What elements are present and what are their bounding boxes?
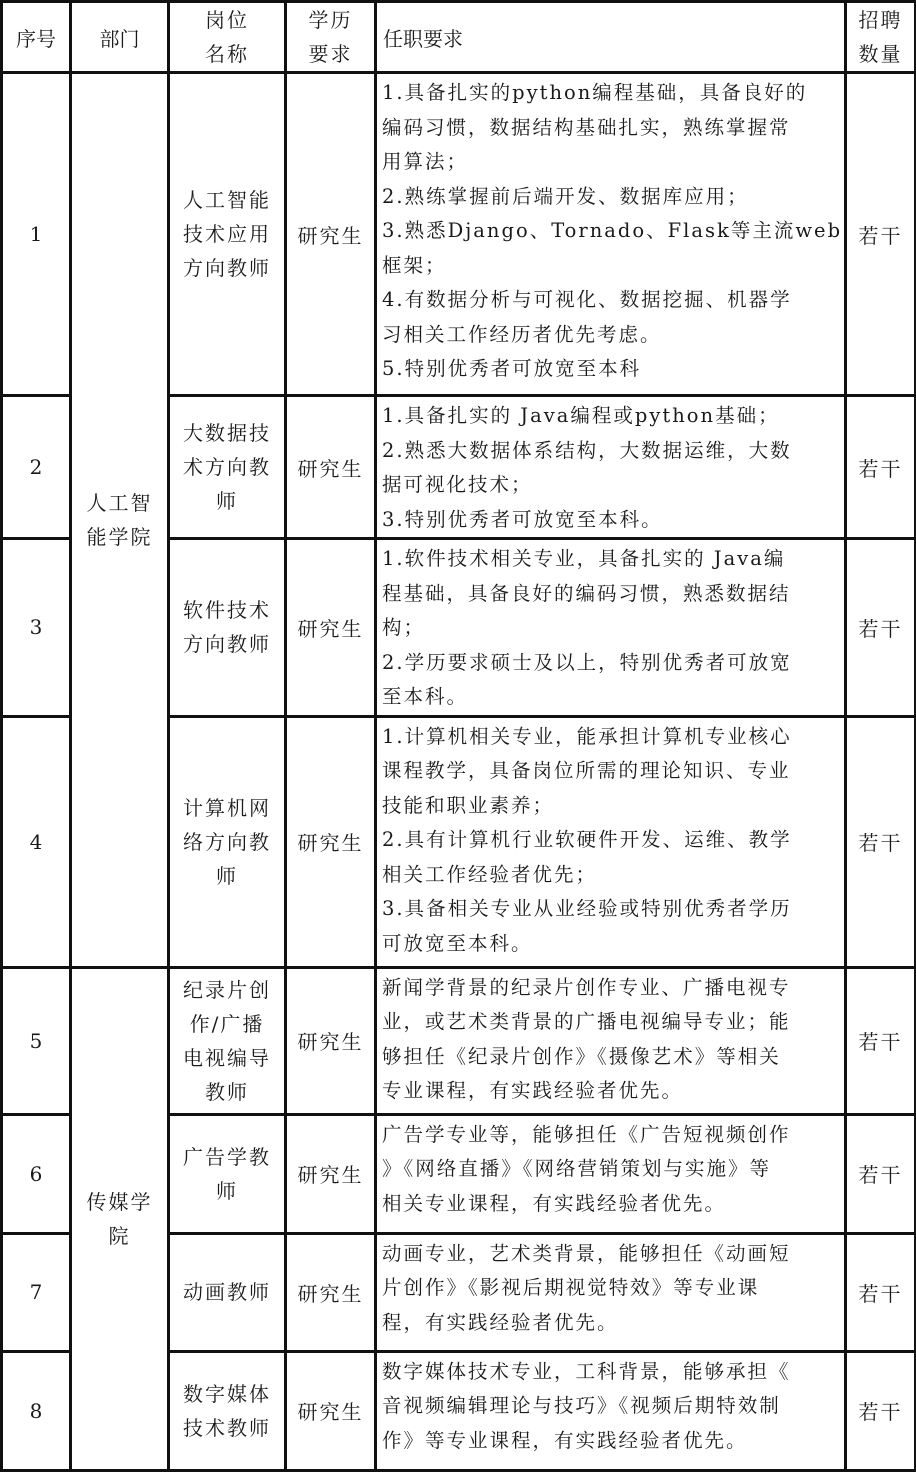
- header-count: [846, 2, 916, 73]
- row-seq: 5: [2, 967, 71, 1114]
- header-requirements: 任职要求: [376, 2, 846, 73]
- requirement-line: 数字媒体技术专业，工科背景，能够承担《: [382, 1359, 791, 1383]
- position-name: [169, 539, 286, 717]
- requirement-line: 程基础，具备良好的编码习惯，熟悉数据结: [382, 581, 791, 605]
- education-requirement: 研究生: [286, 396, 376, 539]
- row-seq: 1: [2, 73, 71, 396]
- position-name-line: 教师: [205, 1079, 249, 1104]
- job-requirements: [376, 716, 846, 967]
- hiring-count: 若干: [846, 967, 916, 1114]
- position-name-line: 作/广播: [189, 1011, 265, 1036]
- education-requirement: 研究生: [286, 73, 376, 396]
- requirement-line: 够担任《纪录片创作》《摄像艺术》等相关: [382, 1044, 781, 1068]
- hiring-count: 若干: [846, 1351, 916, 1470]
- position-name: [169, 396, 286, 539]
- requirement-line: 至本科。: [382, 685, 469, 708]
- header-education-line: 要求: [308, 42, 353, 66]
- position-name-line: 方向教师: [183, 256, 271, 280]
- requirement-line: 框架；: [382, 253, 447, 277]
- requirement-line: 2.具有计算机行业软硬件开发、运维、教学: [382, 828, 792, 851]
- row-seq: 3: [2, 539, 71, 717]
- hiring-count: 若干: [846, 539, 916, 717]
- position-name: [169, 716, 286, 967]
- requirement-line: 编码习惯，数据结构基础扎实，熟练掌握常: [382, 115, 791, 139]
- requirement-line: 动画专业，艺术类背景，能够担任《动画短: [382, 1241, 791, 1265]
- education-requirement: 研究生: [286, 1233, 376, 1351]
- requirement-line: 片创作》《影视后期视觉特效》等专业课: [382, 1276, 760, 1299]
- table-row: [2, 967, 916, 1114]
- requirement-line: 5.特别优秀者可放宽至本科: [382, 357, 642, 380]
- position-name-line: 纪录片创: [183, 977, 271, 1002]
- position-name-line: 数字媒体: [183, 1381, 271, 1406]
- job-requirements: [376, 967, 846, 1114]
- position-name-line: 广告学教: [183, 1144, 271, 1169]
- requirement-line: 习相关工作经历者优先考虑。: [382, 322, 662, 346]
- education-requirement: 研究生: [286, 1114, 376, 1233]
- requirement-line: 广告学专业等，能够担任《广告短视频创作: [382, 1122, 791, 1146]
- header-position-line: 名称: [205, 42, 249, 66]
- requirement-line: 技能和职业素养；: [382, 793, 555, 817]
- row-seq: 7: [2, 1233, 71, 1351]
- position-name-line: 大数据技: [183, 421, 271, 445]
- requirement-line: 音视频编辑理论与技巧》《视频后期特效制: [382, 1394, 781, 1417]
- position-name-line: 师: [216, 1178, 238, 1203]
- header-education-line: 学历: [308, 8, 353, 32]
- hiring-count: 若干: [846, 1233, 916, 1351]
- position-name-line: 师: [216, 863, 238, 888]
- position-name-line: 人工智能: [183, 188, 271, 212]
- requirement-line: 程，有实践经验者优先。: [382, 1310, 619, 1334]
- row-seq: 8: [2, 1351, 71, 1470]
- education-requirement: 研究生: [286, 1351, 376, 1470]
- position-name-line: 软件技术: [183, 598, 271, 623]
- row-seq: 2: [2, 396, 71, 539]
- requirement-line: 1.具备扎实的python编程基础，具备良好的: [382, 81, 808, 104]
- header-count-line: 招聘: [858, 8, 903, 32]
- job-requirements: [376, 539, 846, 717]
- table-row: [2, 73, 916, 396]
- requirement-line: 2.熟练掌握前后端开发、数据库应用；: [382, 184, 749, 208]
- position-name-line: 络方向教: [183, 829, 271, 854]
- header-dept: 部门: [71, 2, 169, 73]
- department-name-line: 能学院: [86, 524, 153, 549]
- position-name-line: 技术教师: [183, 1415, 271, 1440]
- hiring-count: 若干: [846, 73, 916, 396]
- position-name: [169, 967, 286, 1114]
- requirement-line: 1.计算机相关专业，能承担计算机专业核心: [382, 724, 792, 748]
- requirement-line: 构；: [382, 616, 426, 639]
- header-education: [286, 2, 376, 73]
- requirement-line: 业，或艺术类背景的广播电视编导专业；能: [382, 1010, 791, 1033]
- position-name-line: 方向教师: [183, 632, 271, 657]
- position-name: [169, 1114, 286, 1233]
- job-requirements: [376, 1233, 846, 1351]
- hiring-count: 若干: [846, 716, 916, 967]
- requirement-line: 相关专业课程，有实践经验者优先。: [382, 1191, 727, 1215]
- position-name: [169, 73, 286, 396]
- requirement-line: 1.具备扎实的 Java编程或python基础；: [382, 404, 780, 427]
- requirement-line: 3.熟悉Django、Tornado、Flask等主流web: [382, 219, 843, 242]
- requirement-line: 3.特别优秀者可放宽至本科。: [382, 507, 663, 531]
- requirement-line: 》《网络直播》《网络营销策划与实施》等: [382, 1157, 772, 1180]
- header-seq: 序号: [2, 2, 71, 73]
- header-position: [169, 2, 286, 73]
- department-cell: [71, 73, 169, 968]
- header-position-line: 岗位: [205, 8, 249, 32]
- position-name: [169, 1233, 286, 1351]
- education-requirement: 研究生: [286, 539, 376, 717]
- requirement-line: 用算法；: [382, 150, 469, 173]
- job-requirements: [376, 1351, 846, 1470]
- position-name-line: 动画教师: [183, 1280, 271, 1304]
- hiring-count: 若干: [846, 396, 916, 539]
- position-name-line: 技术应用: [183, 222, 271, 246]
- header-count-line: 数量: [858, 42, 903, 66]
- requirement-line: 2.熟悉大数据体系结构，大数据运维，大数: [382, 438, 792, 462]
- header-row: [2, 2, 916, 73]
- hiring-count: 若干: [846, 1114, 916, 1233]
- department-name-line: 传媒学: [86, 1189, 153, 1214]
- requirement-line: 3.具备相关专业从业经验或特别优秀者学历: [382, 897, 792, 920]
- education-requirement: 研究生: [286, 716, 376, 967]
- requirement-line: 4.有数据分析与可视化、数据挖掘、机器学: [382, 288, 792, 311]
- department-name-line: 人工智: [86, 490, 153, 515]
- department-cell: [71, 967, 169, 1470]
- requirement-line: 2.学历要求硕士及以上，特别优秀者可放宽: [382, 650, 792, 674]
- row-seq: 6: [2, 1114, 71, 1233]
- requirement-line: 课程教学，具备岗位所需的理论知识、专业: [382, 759, 791, 782]
- job-requirements: [376, 73, 846, 396]
- requirement-line: 据可视化技术；: [382, 473, 533, 496]
- position-name: [169, 1351, 286, 1470]
- position-name-line: 计算机网: [183, 795, 271, 820]
- position-name-line: 师: [216, 489, 238, 513]
- requirement-line: 新闻学背景的纪录片创作专业、广播电视专: [382, 975, 791, 999]
- education-requirement: 研究生: [286, 967, 376, 1114]
- job-requirements: [376, 1114, 846, 1233]
- row-seq: 4: [2, 716, 71, 967]
- position-name-line: 电视编导: [183, 1045, 271, 1070]
- job-requirements: [376, 396, 846, 539]
- requirement-line: 可放宽至本科。: [382, 931, 533, 955]
- department-name-line: 院: [108, 1223, 131, 1248]
- requirement-line: 相关工作经验者优先；: [382, 862, 598, 886]
- requirement-line: 专业课程，有实践经验者优先。: [382, 1079, 684, 1102]
- requirement-line: 作》等专业课程，有实践经验者优先。: [382, 1428, 748, 1452]
- position-name-line: 术方向教: [183, 455, 271, 479]
- requirement-line: 1.软件技术相关专业，具备扎实的 Java编: [382, 547, 786, 570]
